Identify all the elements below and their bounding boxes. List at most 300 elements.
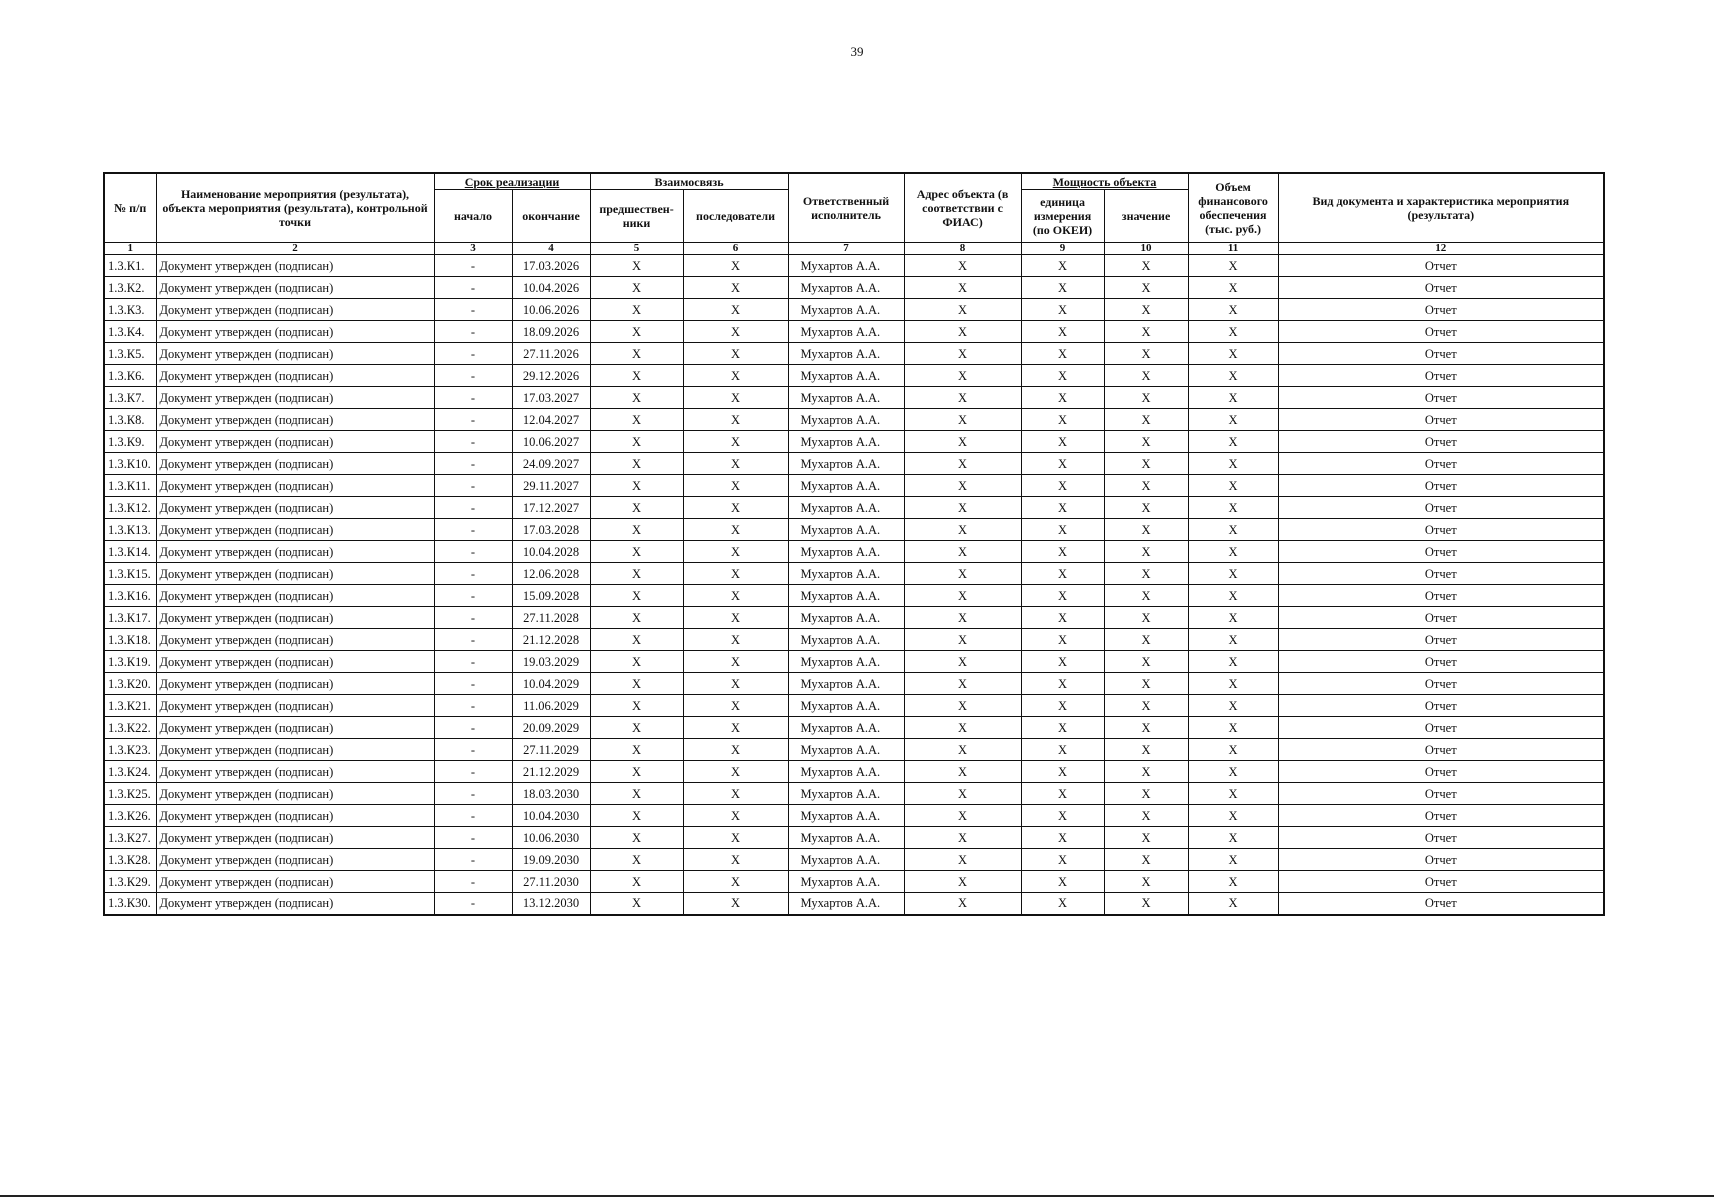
row-value: X — [1104, 849, 1188, 871]
row-value: X — [1104, 673, 1188, 695]
row-unit: X — [1021, 783, 1104, 805]
row-predecessors: X — [590, 629, 683, 651]
row-funding: X — [1188, 541, 1278, 563]
row-end: 27.11.2029 — [512, 739, 590, 761]
row-name: Документ утвержден (подписан) — [156, 387, 434, 409]
row-value: X — [1104, 277, 1188, 299]
row-number: 1.3.К2. — [104, 277, 156, 299]
row-doc-type: Отчет — [1278, 453, 1604, 475]
row-predecessors: X — [590, 541, 683, 563]
row-unit: X — [1021, 607, 1104, 629]
row-responsible: Мухартов А.А. — [788, 519, 904, 541]
row-name: Документ утвержден (подписан) — [156, 497, 434, 519]
row-responsible: Мухартов А.А. — [788, 453, 904, 475]
row-unit: X — [1021, 893, 1104, 915]
row-unit: X — [1021, 695, 1104, 717]
row-number: 1.3.К9. — [104, 431, 156, 453]
row-funding: X — [1188, 299, 1278, 321]
row-responsible: Мухартов А.А. — [788, 321, 904, 343]
row-predecessors: X — [590, 299, 683, 321]
row-predecessors: X — [590, 409, 683, 431]
row-predecessors: X — [590, 365, 683, 387]
row-name: Документ утвержден (подписан) — [156, 607, 434, 629]
row-predecessors: X — [590, 695, 683, 717]
row-end: 17.12.2027 — [512, 497, 590, 519]
row-end: 10.04.2028 — [512, 541, 590, 563]
row-number: 1.3.К21. — [104, 695, 156, 717]
row-predecessors: X — [590, 321, 683, 343]
row-end: 18.03.2030 — [512, 783, 590, 805]
row-unit: X — [1021, 321, 1104, 343]
header-doc-type: Вид документа и характеристика мероприятия (результата) — [1278, 173, 1604, 243]
row-number: 1.3.К20. — [104, 673, 156, 695]
row-address: X — [904, 563, 1021, 585]
row-funding: X — [1188, 783, 1278, 805]
row-number: 1.3.К30. — [104, 893, 156, 915]
table-row — [104, 321, 1604, 343]
row-start: - — [434, 783, 512, 805]
header-name: Наименование мероприятия (результата), объекта мероприятия (результата), контрольной точки — [156, 173, 434, 243]
row-doc-type: Отчет — [1278, 365, 1604, 387]
row-address: X — [904, 255, 1021, 277]
row-end: 10.04.2026 — [512, 277, 590, 299]
row-address: X — [904, 849, 1021, 871]
row-start: - — [434, 607, 512, 629]
row-predecessors: X — [590, 255, 683, 277]
row-responsible: Мухартов А.А. — [788, 607, 904, 629]
table-row — [104, 453, 1604, 475]
row-name: Документ утвержден (подписан) — [156, 717, 434, 739]
row-successors: X — [683, 475, 788, 497]
table-body — [104, 255, 1604, 915]
row-start: - — [434, 277, 512, 299]
header-capacity: Мощность объекта — [1021, 173, 1188, 190]
row-end: 15.09.2028 — [512, 585, 590, 607]
row-start: - — [434, 629, 512, 651]
row-doc-type: Отчет — [1278, 563, 1604, 585]
row-name: Документ утвержден (подписан) — [156, 585, 434, 607]
row-funding: X — [1188, 475, 1278, 497]
row-unit: X — [1021, 717, 1104, 739]
table-row — [104, 761, 1604, 783]
table-row — [104, 717, 1604, 739]
row-successors: X — [683, 761, 788, 783]
table-row — [104, 849, 1604, 871]
header-responsible: Ответственный исполнитель — [788, 173, 904, 243]
row-end: 29.12.2026 — [512, 365, 590, 387]
row-end: 18.09.2026 — [512, 321, 590, 343]
row-predecessors: X — [590, 563, 683, 585]
row-end: 20.09.2029 — [512, 717, 590, 739]
row-value: X — [1104, 321, 1188, 343]
row-successors: X — [683, 717, 788, 739]
row-value: X — [1104, 497, 1188, 519]
row-name: Документ утвержден (подписан) — [156, 453, 434, 475]
row-address: X — [904, 629, 1021, 651]
row-number: 1.3.К12. — [104, 497, 156, 519]
table-row — [104, 387, 1604, 409]
row-responsible: Мухартов А.А. — [788, 651, 904, 673]
row-name: Документ утвержден (подписан) — [156, 827, 434, 849]
row-end: 27.11.2028 — [512, 607, 590, 629]
row-value: X — [1104, 475, 1188, 497]
row-number: 1.3.К16. — [104, 585, 156, 607]
row-doc-type: Отчет — [1278, 431, 1604, 453]
row-name: Документ утвержден (подписан) — [156, 761, 434, 783]
row-successors: X — [683, 277, 788, 299]
row-end: 10.06.2026 — [512, 299, 590, 321]
row-predecessors: X — [590, 849, 683, 871]
control-points-table — [103, 172, 1605, 916]
row-address: X — [904, 827, 1021, 849]
row-responsible: Мухартов А.А. — [788, 783, 904, 805]
table-row — [104, 651, 1604, 673]
row-funding: X — [1188, 673, 1278, 695]
row-doc-type: Отчет — [1278, 299, 1604, 321]
row-number: 1.3.К4. — [104, 321, 156, 343]
row-address: X — [904, 321, 1021, 343]
row-successors: X — [683, 431, 788, 453]
row-responsible: Мухартов А.А. — [788, 431, 904, 453]
row-successors: X — [683, 783, 788, 805]
row-predecessors: X — [590, 277, 683, 299]
row-name: Документ утвержден (подписан) — [156, 651, 434, 673]
row-doc-type: Отчет — [1278, 695, 1604, 717]
table-row — [104, 673, 1604, 695]
row-predecessors: X — [590, 761, 683, 783]
row-unit: X — [1021, 629, 1104, 651]
header-value: значение — [1104, 190, 1188, 243]
row-start: - — [434, 475, 512, 497]
row-doc-type: Отчет — [1278, 783, 1604, 805]
table-row — [104, 827, 1604, 849]
row-unit: X — [1021, 277, 1104, 299]
row-doc-type: Отчет — [1278, 497, 1604, 519]
row-doc-type: Отчет — [1278, 277, 1604, 299]
column-number: 4 — [512, 243, 590, 255]
row-funding: X — [1188, 827, 1278, 849]
row-doc-type: Отчет — [1278, 255, 1604, 277]
row-end: 27.11.2026 — [512, 343, 590, 365]
row-doc-type: Отчет — [1278, 651, 1604, 673]
row-value: X — [1104, 717, 1188, 739]
row-number: 1.3.К23. — [104, 739, 156, 761]
row-address: X — [904, 343, 1021, 365]
row-name: Документ утвержден (подписан) — [156, 783, 434, 805]
row-address: X — [904, 585, 1021, 607]
row-value: X — [1104, 255, 1188, 277]
row-unit: X — [1021, 497, 1104, 519]
table-row — [104, 563, 1604, 585]
row-address: X — [904, 673, 1021, 695]
row-name: Документ утвержден (подписан) — [156, 541, 434, 563]
row-funding: X — [1188, 871, 1278, 893]
row-end: 10.04.2029 — [512, 673, 590, 695]
row-predecessors: X — [590, 673, 683, 695]
row-responsible: Мухартов А.А. — [788, 717, 904, 739]
row-successors: X — [683, 299, 788, 321]
header-address: Адрес объекта (в соответствии с ФИАС) — [904, 173, 1021, 243]
row-number: 1.3.К13. — [104, 519, 156, 541]
column-number: 12 — [1278, 243, 1604, 255]
row-doc-type: Отчет — [1278, 871, 1604, 893]
row-responsible: Мухартов А.А. — [788, 805, 904, 827]
table-row — [104, 519, 1604, 541]
row-start: - — [434, 453, 512, 475]
row-unit: X — [1021, 805, 1104, 827]
column-number: 9 — [1021, 243, 1104, 255]
row-responsible: Мухартов А.А. — [788, 365, 904, 387]
row-doc-type: Отчет — [1278, 475, 1604, 497]
row-doc-type: Отчет — [1278, 673, 1604, 695]
row-start: - — [434, 651, 512, 673]
row-name: Документ утвержден (подписан) — [156, 849, 434, 871]
row-unit: X — [1021, 519, 1104, 541]
table-row — [104, 607, 1604, 629]
row-name: Документ утвержден (подписан) — [156, 365, 434, 387]
row-name: Документ утвержден (подписан) — [156, 893, 434, 915]
row-name: Документ утвержден (подписан) — [156, 673, 434, 695]
row-successors: X — [683, 805, 788, 827]
header-period-start: начало — [434, 190, 512, 243]
row-successors: X — [683, 453, 788, 475]
row-start: - — [434, 805, 512, 827]
row-responsible: Мухартов А.А. — [788, 585, 904, 607]
row-number: 1.3.К27. — [104, 827, 156, 849]
row-successors: X — [683, 695, 788, 717]
row-unit: X — [1021, 871, 1104, 893]
row-number: 1.3.К6. — [104, 365, 156, 387]
row-name: Документ утвержден (подписан) — [156, 255, 434, 277]
row-unit: X — [1021, 541, 1104, 563]
table-row — [104, 299, 1604, 321]
row-responsible: Мухартов А.А. — [788, 739, 904, 761]
row-number: 1.3.К10. — [104, 453, 156, 475]
row-successors: X — [683, 497, 788, 519]
row-successors: X — [683, 871, 788, 893]
table-row — [104, 497, 1604, 519]
row-responsible: Мухартов А.А. — [788, 299, 904, 321]
row-end: 12.06.2028 — [512, 563, 590, 585]
row-unit: X — [1021, 475, 1104, 497]
row-address: X — [904, 541, 1021, 563]
row-funding: X — [1188, 585, 1278, 607]
row-name: Документ утвержден (подписан) — [156, 563, 434, 585]
column-number: 7 — [788, 243, 904, 255]
row-unit: X — [1021, 827, 1104, 849]
row-number: 1.3.К28. — [104, 849, 156, 871]
column-number: 6 — [683, 243, 788, 255]
row-address: X — [904, 695, 1021, 717]
row-doc-type: Отчет — [1278, 827, 1604, 849]
row-end: 13.12.2030 — [512, 893, 590, 915]
row-end: 17.03.2026 — [512, 255, 590, 277]
row-start: - — [434, 827, 512, 849]
row-responsible: Мухартов А.А. — [788, 387, 904, 409]
row-value: X — [1104, 519, 1188, 541]
row-address: X — [904, 519, 1021, 541]
row-start: - — [434, 299, 512, 321]
row-funding: X — [1188, 365, 1278, 387]
row-end: 29.11.2027 — [512, 475, 590, 497]
row-responsible: Мухартов А.А. — [788, 541, 904, 563]
row-address: X — [904, 387, 1021, 409]
row-funding: X — [1188, 695, 1278, 717]
row-address: X — [904, 497, 1021, 519]
row-address: X — [904, 453, 1021, 475]
table-row — [104, 871, 1604, 893]
row-successors: X — [683, 827, 788, 849]
row-unit: X — [1021, 431, 1104, 453]
header-period: Срок реализации — [434, 173, 590, 190]
row-start: - — [434, 497, 512, 519]
row-end: 10.06.2027 — [512, 431, 590, 453]
row-number: 1.3.К5. — [104, 343, 156, 365]
row-successors: X — [683, 255, 788, 277]
column-number: 2 — [156, 243, 434, 255]
row-value: X — [1104, 871, 1188, 893]
row-name: Документ утвержден (подписан) — [156, 277, 434, 299]
row-doc-type: Отчет — [1278, 849, 1604, 871]
row-predecessors: X — [590, 805, 683, 827]
row-start: - — [434, 739, 512, 761]
row-name: Документ утвержден (подписан) — [156, 321, 434, 343]
row-end: 11.06.2029 — [512, 695, 590, 717]
header-predecessors: предшествен-ники — [590, 190, 683, 243]
row-successors: X — [683, 409, 788, 431]
row-start: - — [434, 541, 512, 563]
row-end: 10.04.2030 — [512, 805, 590, 827]
row-end: 19.03.2029 — [512, 651, 590, 673]
row-funding: X — [1188, 387, 1278, 409]
row-end: 10.06.2030 — [512, 827, 590, 849]
row-unit: X — [1021, 365, 1104, 387]
row-successors: X — [683, 739, 788, 761]
row-value: X — [1104, 431, 1188, 453]
row-end: 17.03.2027 — [512, 387, 590, 409]
row-responsible: Мухартов А.А. — [788, 849, 904, 871]
row-funding: X — [1188, 277, 1278, 299]
row-start: - — [434, 695, 512, 717]
row-end: 17.03.2028 — [512, 519, 590, 541]
row-doc-type: Отчет — [1278, 409, 1604, 431]
row-successors: X — [683, 541, 788, 563]
row-doc-type: Отчет — [1278, 717, 1604, 739]
table-row — [104, 277, 1604, 299]
row-value: X — [1104, 343, 1188, 365]
row-start: - — [434, 365, 512, 387]
row-value: X — [1104, 409, 1188, 431]
row-predecessors: X — [590, 717, 683, 739]
header-successors: последователи — [683, 190, 788, 243]
row-value: X — [1104, 585, 1188, 607]
row-address: X — [904, 409, 1021, 431]
row-responsible: Мухартов А.А. — [788, 629, 904, 651]
row-name: Документ утвержден (подписан) — [156, 299, 434, 321]
row-end: 27.11.2030 — [512, 871, 590, 893]
row-funding: X — [1188, 409, 1278, 431]
row-unit: X — [1021, 255, 1104, 277]
row-value: X — [1104, 541, 1188, 563]
row-funding: X — [1188, 651, 1278, 673]
row-doc-type: Отчет — [1278, 607, 1604, 629]
row-number: 1.3.К11. — [104, 475, 156, 497]
row-address: X — [904, 739, 1021, 761]
row-funding: X — [1188, 321, 1278, 343]
row-number: 1.3.К29. — [104, 871, 156, 893]
column-numbers-row — [104, 243, 1604, 255]
table-row — [104, 255, 1604, 277]
scan-edge-line — [0, 1195, 1714, 1197]
row-name: Документ утвержден (подписан) — [156, 409, 434, 431]
row-start: - — [434, 255, 512, 277]
row-predecessors: X — [590, 519, 683, 541]
row-funding: X — [1188, 453, 1278, 475]
row-predecessors: X — [590, 783, 683, 805]
table-row — [104, 805, 1604, 827]
row-start: - — [434, 431, 512, 453]
row-value: X — [1104, 299, 1188, 321]
row-value: X — [1104, 783, 1188, 805]
table-row — [104, 409, 1604, 431]
row-number: 1.3.К1. — [104, 255, 156, 277]
row-value: X — [1104, 563, 1188, 585]
row-number: 1.3.К19. — [104, 651, 156, 673]
row-predecessors: X — [590, 893, 683, 915]
row-end: 24.09.2027 — [512, 453, 590, 475]
row-unit: X — [1021, 343, 1104, 365]
row-unit: X — [1021, 409, 1104, 431]
row-unit: X — [1021, 673, 1104, 695]
row-number: 1.3.К14. — [104, 541, 156, 563]
row-start: - — [434, 673, 512, 695]
row-value: X — [1104, 607, 1188, 629]
row-unit: X — [1021, 761, 1104, 783]
row-number: 1.3.К22. — [104, 717, 156, 739]
row-responsible: Мухартов А.А. — [788, 695, 904, 717]
row-number: 1.3.К3. — [104, 299, 156, 321]
row-responsible: Мухартов А.А. — [788, 673, 904, 695]
row-address: X — [904, 893, 1021, 915]
table-row — [104, 585, 1604, 607]
row-unit: X — [1021, 563, 1104, 585]
column-number: 5 — [590, 243, 683, 255]
row-doc-type: Отчет — [1278, 893, 1604, 915]
row-successors: X — [683, 563, 788, 585]
row-successors: X — [683, 893, 788, 915]
row-start: - — [434, 343, 512, 365]
row-number: 1.3.К15. — [104, 563, 156, 585]
row-value: X — [1104, 893, 1188, 915]
row-address: X — [904, 871, 1021, 893]
row-responsible: Мухартов А.А. — [788, 497, 904, 519]
row-funding: X — [1188, 519, 1278, 541]
row-predecessors: X — [590, 431, 683, 453]
row-value: X — [1104, 453, 1188, 475]
row-unit: X — [1021, 453, 1104, 475]
row-name: Документ утвержден (подписан) — [156, 629, 434, 651]
row-successors: X — [683, 321, 788, 343]
row-doc-type: Отчет — [1278, 805, 1604, 827]
row-doc-type: Отчет — [1278, 585, 1604, 607]
table-row — [104, 541, 1604, 563]
table-row — [104, 431, 1604, 453]
row-end: 21.12.2029 — [512, 761, 590, 783]
row-address: X — [904, 475, 1021, 497]
row-value: X — [1104, 629, 1188, 651]
row-end: 19.09.2030 — [512, 849, 590, 871]
row-address: X — [904, 607, 1021, 629]
